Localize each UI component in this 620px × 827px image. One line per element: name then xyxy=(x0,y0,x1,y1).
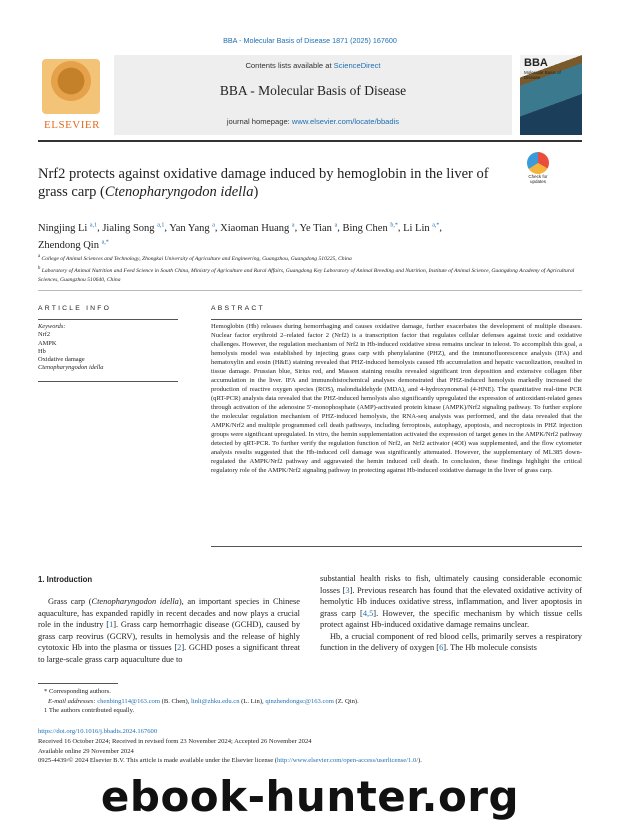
journal-info-box xyxy=(114,55,512,135)
author[interactable]: Xiaoman Huang $^a$ xyxy=(220,222,295,234)
keyword: Nrf2 xyxy=(38,331,51,339)
running-head[interactable]: BBA - Molecular Basis of Disease 1871 (2025) 167600 xyxy=(223,36,397,45)
journal-title: BBA - Molecular Basis of Disease xyxy=(219,83,407,98)
license-link[interactable]: http://www.elsevier.com/open-access/userlicense/1.0/ xyxy=(276,757,419,765)
author[interactable]: Li Lin $^{a,*}$ xyxy=(403,222,440,234)
cover-subtitle: Molecular Basis of Disease xyxy=(524,70,561,80)
title-close: ) xyxy=(253,184,259,200)
license-line: 0925-4439/© 2024 Elsevier B.V. This article is made available under the Elsevier license (http://www.elsevier.com/open-access/userlicense/1.0/). xyxy=(38,757,422,765)
footnotes xyxy=(38,687,578,716)
keywords-rule xyxy=(38,381,178,382)
journal-cover xyxy=(520,55,582,135)
sciencedirect-link[interactable]: ScienceDirect xyxy=(333,61,381,70)
affiliation: $^b$ Laboratory of Animal Nutrition and Feed Science in South China, Ministry of Agriculture and Rural Affairs, Guangdong Key Laboratory of Animal Breeding and Nutrition, Institute of Animal Science, Guangdong Academy of Agricultural Sciences, Guangzhou 510640, China xyxy=(38,265,575,283)
doi-link[interactable]: https://doi.org/10.1016/j.bbadis.2024.167600 xyxy=(38,728,158,735)
equal-contribution-note: 1 The authors contributed equally. xyxy=(44,707,135,714)
corresponding-note: * Corresponding authors. xyxy=(44,688,111,695)
article-info-heading: ARTICLE INFO xyxy=(38,305,112,312)
author[interactable]: Yan Yang $^a$ xyxy=(169,222,215,234)
check-updates-icon xyxy=(527,152,549,174)
abstract-rule xyxy=(211,319,582,320)
online-date: Available online 29 November 2024 xyxy=(38,747,134,755)
citation-link[interactable]: 6 xyxy=(439,643,444,652)
elsevier-logo xyxy=(38,55,106,135)
keyword: Hb xyxy=(38,347,46,355)
received-dates: Received 16 October 2024; Received in revised form 23 November 2024; Accepted 26 November 2024 xyxy=(38,738,312,745)
article-dates xyxy=(38,737,598,766)
keyword: Oxidative damage xyxy=(38,356,85,364)
affiliations xyxy=(38,252,578,285)
cover-title: BBA xyxy=(524,57,548,69)
citation-link[interactable]: 3 xyxy=(345,585,350,595)
body-column-right: substantial health risks to fish, ultimately causing considerable economic losses [3]. Previous research has found that the elevated oxidative activity of hemolytic Hb induces oxidative stress, inflammation, and liver apoptosis in grass carp [4,5]. However, the specific mechanism by which tissue cells protect against Hb-induced oxidative damage remains unclear. Hb, a crucial component of red blood cells, primarily serves a respiratory function in the delivery of oxygen [6]. The Hb molecule consists xyxy=(320,574,582,652)
title-species: Ctenopharyngodon idella xyxy=(104,184,254,200)
publisher-wordmark: ELSEVIER xyxy=(44,119,100,131)
check-for-updates-button[interactable] xyxy=(522,152,554,186)
author[interactable]: Ye Tian $^a$ xyxy=(299,222,338,234)
abstract-end-rule xyxy=(211,546,582,547)
contents-prefix: Contents lists available at xyxy=(245,61,334,70)
body-column-left: Grass carp (Ctenopharyngodon idella), an important species in Chinese aquaculture, has expanded rapidly in recent decades and now plays a crucial role in the industry [1]. Grass carp hemorrhagic disease (GCHD), caused by grass carp reovirus (GCRV), results in hemolysis and the release of highly cytotoxic Hb into the plasma or tissues [2]. GCHD poses a significant threat to large-scale grass carp aquaculture due to xyxy=(38,597,301,664)
section-divider xyxy=(38,290,582,291)
citation-link[interactable]: 2 xyxy=(177,643,182,652)
article-info-rule xyxy=(38,319,178,320)
email-line: E-mail addresses: chenbing114@163.com (B. Chen), linli@zhku.edu.cn (L. Lin), qinzhendongsc@163.com (Z. Qin). xyxy=(48,697,359,705)
abstract-heading: ABSTRACT xyxy=(211,305,265,312)
title-text: Nrf2 protects against oxidative damage induced by hemoglobin in the liver of grass carp ( xyxy=(38,166,489,200)
homepage-link[interactable]: www.elsevier.com/locate/bbadis xyxy=(291,117,400,126)
keywords-block xyxy=(38,323,188,373)
email-link[interactable]: chenbing114@163.com xyxy=(97,697,160,705)
homepage-prefix: journal homepage: xyxy=(226,117,292,126)
check-updates-label: Check for updates xyxy=(528,174,548,184)
affiliation: $^a$ College of Animal Sciences and Technology, Zhongkai University of Agriculture and Engineering, Guangzhou, Guangdong 510225, China xyxy=(38,254,352,262)
citation-link[interactable]: 1 xyxy=(109,620,114,629)
author[interactable]: Zhendong Qin $^{a,*}$ xyxy=(38,239,109,251)
author[interactable]: Ningjing Li $^{a,1}$ xyxy=(38,222,98,234)
email-link[interactable]: qinzhendongsc@163.com xyxy=(265,697,334,705)
introduction-heading: 1. Introduction xyxy=(38,575,93,584)
author-list: Ningjing Li $^{a,1}$, Jialing Song $^{a,1}$, Yan Yang $^a$, Xiaoman Huang $^a$, Ye Tian $^a$, Bing Chen $^{b,*}$, Li Lin $^{a,*}$, Zhendong Qin $^{a,*}$ xyxy=(38,222,443,251)
email-link[interactable]: linli@zhku.edu.cn xyxy=(190,697,240,705)
author[interactable]: Bing Chen $^{b,*}$ xyxy=(342,222,398,234)
keyword: AMPK xyxy=(38,339,57,347)
keywords-label: Keywords: xyxy=(38,323,66,330)
author[interactable]: Jialing Song $^{a,1}$ xyxy=(102,222,165,234)
keyword: Ctenopharyngodon idella xyxy=(38,364,104,372)
elsevier-tree-icon xyxy=(42,59,100,114)
footnote-rule xyxy=(38,683,118,684)
homepage-line xyxy=(114,117,512,126)
article-title xyxy=(38,165,498,201)
contents-line xyxy=(114,61,512,70)
header-rule xyxy=(38,140,582,142)
abstract-text: Hemoglobin (Hb) releases during hemorrhaging and causes oxidative damage, further exacerbates the development of multiple diseases. Nuclear factor erythroid 2–related factor 2 (Nrf2) is a transcription factor that regulates cellular defenses against toxic and oxidative challenges. However, the regulation mechanism of Nrf2 in Hb-induced oxidative stress remains unclear in teleost. To accomplish this goal, a hemolysis model was established by injecting grass carp with phenylalanine (PHZ), and the immunofluorescence analysis (IFA) and hematoxylin and eosin (H&E) staining revealed that PHZ-induced hemolysis caused Hb accumulation and hepatic vacuolization, resulted in tissue damage. Prussian blue, Sirius red, and Masson staining results revealed significant iron deposition and extensive collagen fiber accumulation in the liver. IFA and immunohistochemical analyses demonstrated that PHZ-induced hemolysis markedly increased the production of reactive oxygen species (ROS), malondialdehyde (MDA), and 4-hydroxynonenal (4-HNE). The quantitative real-time PCR (qRT-PCR) analysis data revealed that the PHZ-induced hemolysis also significantly upregulated the expression of antioxidant-related genes through activation of the adenosine 5′-monophosphate (AMP)-activated protein kinase (AMPK)/Nrf2 signaling pathway. To further explore the molecular regulation mechanism of PHZ-induced hemolysis, the RNA-seq analysis was performed, and the data revealed that the AMPK/Nrf2 and multiple programmed cell death pathways, including ferroptosis, autophagy, apoptosis, and necroptosis in PHZ injection groups were significant upregulated. In vitro, the hemin supplementation activated the expression of target genes in the AMPK/Nrf2 pathway detected by qRT-PCR. To further verify the regulation function of Nrf2, an Nrf2 activator (4OI) was supplemented, and the flow cytometer analysis results suggested that the Hb-induced cell damage was significantly attenuated. However, the supplementary of ML385 down-regulated the AMPK/Nrf2 pathway and aggravated the hemin induced cell death. In conclusion, these findings highlight the critical regulatory role of the AMPK/Nrf2 signaling pathway in protecting against Hb-induced oxidative damage in the liver of grass carp. xyxy=(211,323,582,474)
journal-header xyxy=(38,55,582,135)
watermark: ebook-hunter.org xyxy=(100,772,520,821)
citation-link[interactable]: 4,5 xyxy=(362,608,374,618)
